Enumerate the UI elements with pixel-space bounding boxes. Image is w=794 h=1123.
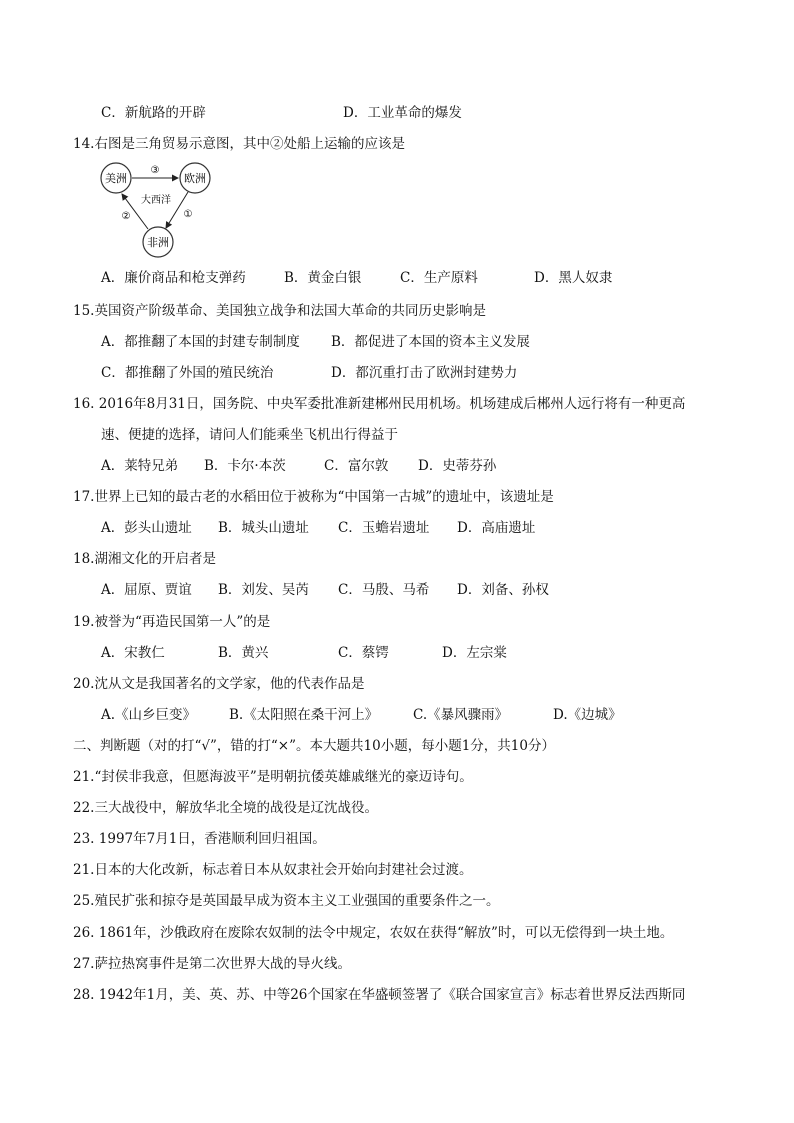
q13-option-c: C．新航路的开辟 xyxy=(101,105,206,121)
q19-stem: 19.被誉为“再造民国第一人”的是 xyxy=(73,614,271,630)
q19-option-b: B．黄兴 xyxy=(218,645,269,661)
q19-option-d: D．左宗棠 xyxy=(442,645,507,661)
triangle-trade-diagram xyxy=(98,158,216,258)
judge-item-21: 21.“封侯非我意，但愿海波平”是明朝抗倭英雄戚继光的豪迈诗句。 xyxy=(73,769,473,785)
judge-item-25: 25.殖民扩张和掠夺是英国最早成为资本主义工业强国的重要条件之一。 xyxy=(73,893,500,909)
route-3-number: ③ xyxy=(150,165,160,176)
q18-option-c: C．马殷、马希 xyxy=(338,582,430,598)
q18-option-b: B．刘发、吴芮 xyxy=(218,582,309,598)
africa-label: 非洲 xyxy=(147,236,169,249)
q16-stem-line1: 16. 2016年8月31日，国务院、中央军委批准新建郴州民用机场。机场建成后郴州人远行将有一种更高 xyxy=(73,396,686,412)
q20-option-d: D.《边城》 xyxy=(553,707,622,723)
q20-stem: 20.沈从文是我国著名的文学家，他的代表作品是 xyxy=(73,676,365,692)
q13-option-d: D．工业革命的爆发 xyxy=(343,105,462,121)
q15-option-b: B．都促进了本国的资本主义发展 xyxy=(331,334,530,350)
ocean-label: 大西洋 xyxy=(141,195,171,206)
q19-option-a: A．宋教仁 xyxy=(101,645,165,661)
q15-option-c: C．都推翻了外国的殖民统治 xyxy=(101,365,274,381)
judge-item-22: 22.三大战役中，解放华北全境的战役是辽沈战役。 xyxy=(73,800,378,816)
judge-item-23: 23. 1997年7月1日，香港顺利回归祖国。 xyxy=(73,831,326,847)
q16-option-a: A．莱特兄弟 xyxy=(101,458,179,474)
route-1-number: ① xyxy=(183,209,193,220)
q18-stem: 18.湖湘文化的开启者是 xyxy=(73,551,216,567)
q17-option-d: D．高庙遗址 xyxy=(457,520,536,536)
q15-option-d: D．都沉重打击了欧洲封建势力 xyxy=(331,365,518,381)
q19-option-c: C．蔡锷 xyxy=(338,645,389,661)
q14-option-c: C．生产原料 xyxy=(400,270,478,286)
judge-item-27: 27.萨拉热窝事件是第二次世界大战的导火线。 xyxy=(73,956,351,972)
q14-option-b: B．黄金白银 xyxy=(284,270,362,286)
q20-option-a: A.《山乡巨变》 xyxy=(101,707,197,723)
judge-item-24: 21.日本的大化改新，标志着日本从奴隶社会开始向封建社会过渡。 xyxy=(73,862,473,878)
q17-option-a: A．彭头山遗址 xyxy=(101,520,192,536)
q17-option-b: B．城头山遗址 xyxy=(218,520,309,536)
q17-option-c: C．玉蟾岩遗址 xyxy=(338,520,430,536)
q20-option-b: B.《太阳照在桑干河上》 xyxy=(229,707,379,723)
q16-stem-line2: 速、便捷的选择，请问人们能乘坐飞机出行得益于 xyxy=(101,427,398,443)
q14-option-a: A．廉价商品和枪支弹药 xyxy=(101,270,246,286)
q15-stem: 15.英国资产阶级革命、美国独立战争和法国大革命的共同历史影响是 xyxy=(73,303,486,319)
judge-item-26: 26. 1861年，沙俄政府在废除农奴制的法令中规定，农奴在获得“解放”时，可以无偿得到一块土地。 xyxy=(73,925,674,941)
q15-option-a: A．都推翻了本国的封建专制制度 xyxy=(101,334,300,350)
europe-label: 欧洲 xyxy=(184,172,206,185)
route-2-number: ② xyxy=(121,211,131,222)
judge-item-28: 28. 1942年1月，美、英、苏、中等26个国家在华盛顿签署了《联合国家宣言》标志着世界反法西斯同 xyxy=(73,987,686,1003)
q16-option-c: C．富尔敦 xyxy=(324,458,389,474)
section-2-heading: 二、判断题（对的打“√”，错的打“×”。本大题共10小题，每小题1分，共10分） xyxy=(73,738,555,754)
america-label: 美洲 xyxy=(105,172,127,185)
q18-option-a: A．屈原、贾谊 xyxy=(101,582,192,598)
q17-stem: 17.世界上已知的最古老的水稻田位于被称为“中国第一古城”的遗址中，该遗址是 xyxy=(73,489,554,505)
q14-stem: 14.右图是三角贸易示意图，其中②处船上运输的应该是 xyxy=(73,136,405,152)
q14-option-d: D．黑人奴隶 xyxy=(534,270,613,286)
q16-option-b: B．卡尔·本茨 xyxy=(204,458,286,474)
q18-option-d: D．刘备、孙权 xyxy=(457,582,549,598)
q20-option-c: C.《暴风骤雨》 xyxy=(413,707,509,723)
q16-option-d: D．史蒂芬孙 xyxy=(418,458,497,474)
